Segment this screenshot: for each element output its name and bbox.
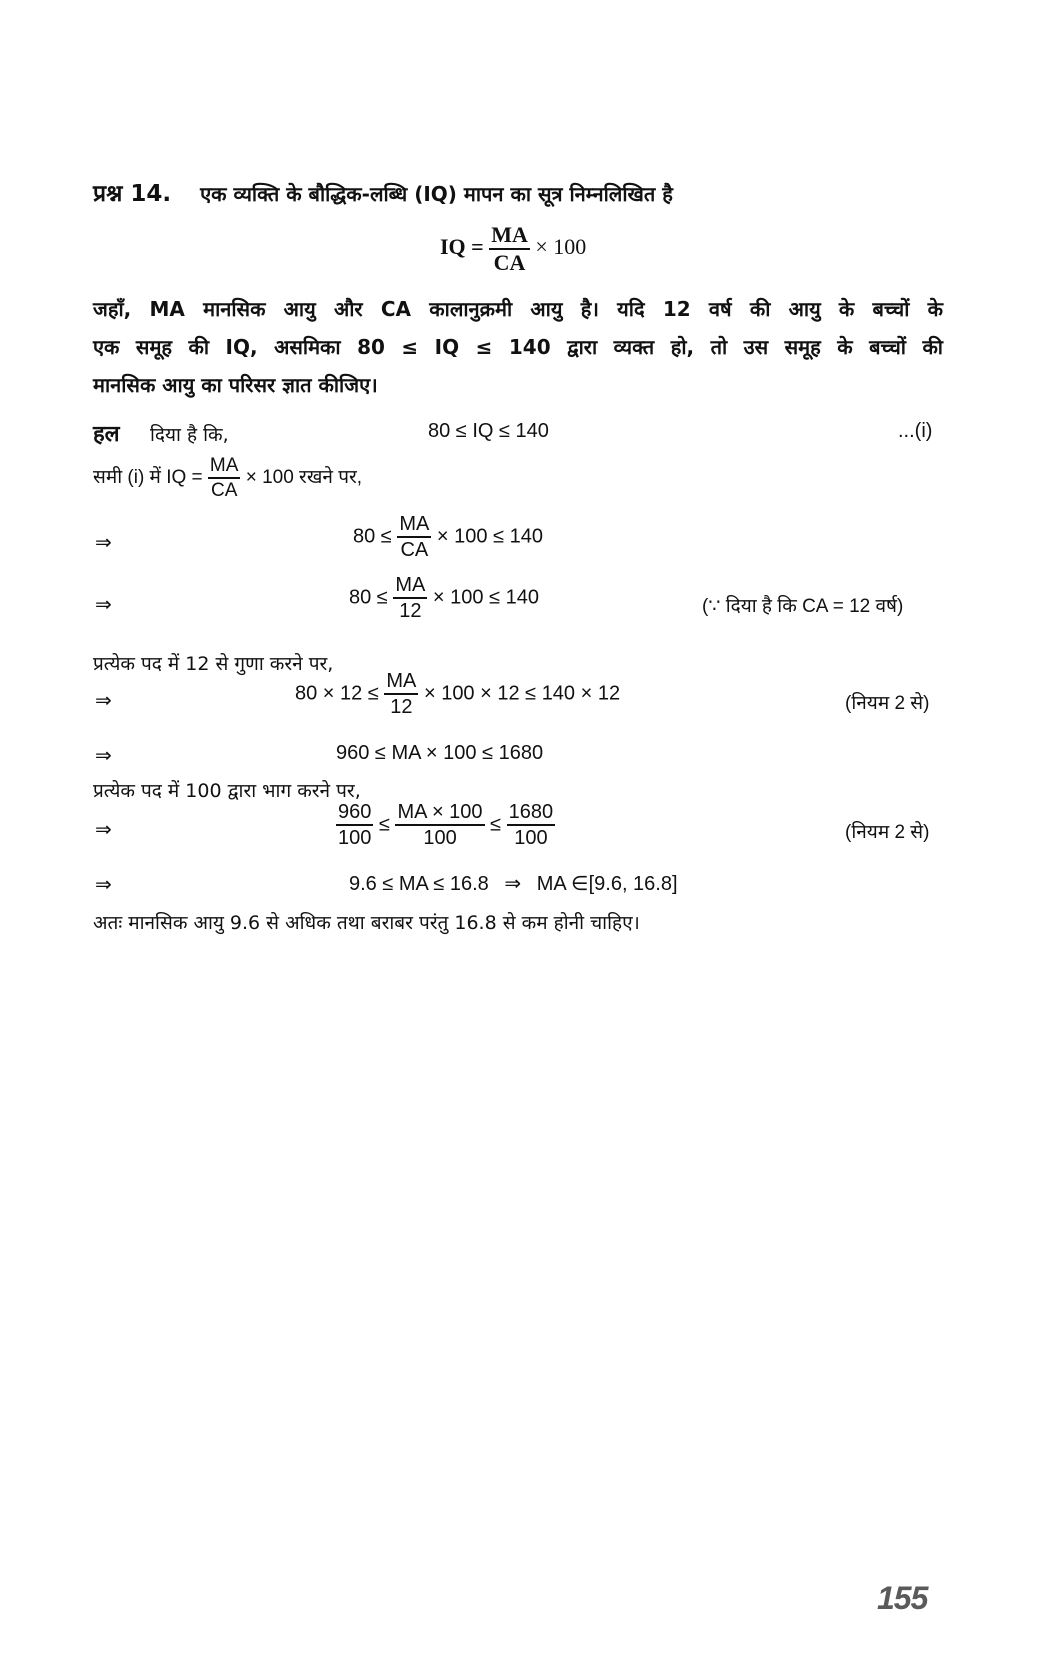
step-3-pre: 80 × 12 ≤ [295,682,379,705]
less-equal-sign: ≤ [378,813,390,836]
implies-arrow: ⇒ [95,817,112,841]
formula-denominator: CA [493,250,526,275]
step-3-post: × 100 × 12 ≤ 140 × 12 [423,682,621,705]
implies-arrow: ⇒ [95,872,112,896]
step-1-post: × 100 ≤ 140 [436,525,543,548]
fraction-denominator: 12 [399,600,422,622]
question-label: प्रश्न 14. [93,181,172,207]
step-6-inequality: 9.6 ≤ MA ≤ 16.8 [349,873,489,895]
fraction-denominator: CA [210,480,238,501]
divide-instruction: प्रत्येक पद में 100 द्वारा भाग करने पर, [93,780,361,802]
fraction-numerator: MA [384,671,418,695]
implies-arrow: ⇒ [95,743,112,767]
step-2-pre: 80 ≤ [349,586,388,609]
page-number: 155 [877,1580,928,1616]
step-5-fraction-3 [507,802,556,848]
fraction-numerator: 960 [336,802,373,826]
step-3-note: (नियम 2 से) [845,693,930,714]
step-5-note: (नियम 2 से) [845,822,930,843]
step-1-fraction [397,514,431,560]
less-equal-sign: ≤ [490,813,502,836]
step-1-equation [353,514,543,560]
step-2-post: × 100 ≤ 140 [432,586,539,609]
question-paragraph-line-3: मानसिक आयु का परिसर ज्ञात कीजिए। [93,373,378,397]
question-paragraph-line-1: जहाँ, MA मानसिक आयु और CA कालानुक्रमी आयु है। यदि 12 वर्ष की आयु के बच्चों के [93,297,943,321]
fraction-numerator: 1680 [507,802,556,826]
step-5-fraction-2 [395,802,484,848]
multiply-instruction: प्रत्येक पद में 12 से गुणा करने पर, [93,653,334,675]
implies-arrow: ⇒ [95,592,112,616]
step-5-equation [336,802,555,848]
conclusion: अतः मानसिक आयु 9.6 से अधिक तथा बराबर परंतु 16.8 से कम होनी चाहिए। [93,912,640,934]
substitution-fraction [208,456,241,500]
fraction-numerator: MA [397,514,431,538]
fraction-denominator: 100 [514,827,548,849]
step-3-fraction [384,671,418,717]
step-3-equation [295,671,620,717]
substitution-post: × 100 रखने पर, [245,467,363,489]
implies-arrow: ⇒ [95,530,112,554]
step-5-fraction-1 [336,802,373,848]
substitution-line [93,456,362,500]
fraction-denominator: 12 [390,696,413,718]
fraction-numerator: MA [208,456,241,479]
step-2-note: (∵ दिया है कि CA = 12 वर्ष) [702,596,904,617]
substitution-pre: समी (i) में IQ = [93,467,203,489]
equation-reference: ...(i) [898,420,933,442]
formula-fraction [489,224,530,274]
solution-label: हल [93,422,120,447]
formula-rhs: × 100 [535,234,587,260]
question-heading [93,176,673,208]
step-2-fraction [393,575,427,621]
fraction-denominator: CA [400,539,429,561]
question-paragraph-line-2: एक समूह की IQ, असमिका 80 ≤ IQ ≤ 140 द्वारा व्यक्त हो, तो उस समूह के बच्चों की [93,335,943,359]
step-6-equation [349,871,678,896]
step-4-equation: 960 ≤ MA × 100 ≤ 1680 [336,742,544,764]
implies-arrow: ⇒ [504,873,522,895]
formula-lhs: IQ = [440,234,484,260]
step-6-result: MA ∈[9.6, 16.8] [536,873,678,895]
formula-numerator: MA [489,224,530,250]
fraction-numerator: MA × 100 [395,802,484,826]
given-inequality: 80 ≤ IQ ≤ 140 [428,420,549,442]
iq-formula [440,224,586,274]
fraction-denominator: 100 [423,827,457,849]
given-text: दिया है कि, [150,424,229,446]
question-intro: एक व्यक्ति के बौद्धिक-लब्धि (IQ) मापन का सूत्र निम्नलिखित है [200,182,673,206]
step-2-equation [349,575,539,621]
fraction-numerator: MA [393,575,427,599]
step-1-pre: 80 ≤ [353,525,392,548]
fraction-denominator: 100 [338,827,372,849]
implies-arrow: ⇒ [95,688,112,712]
